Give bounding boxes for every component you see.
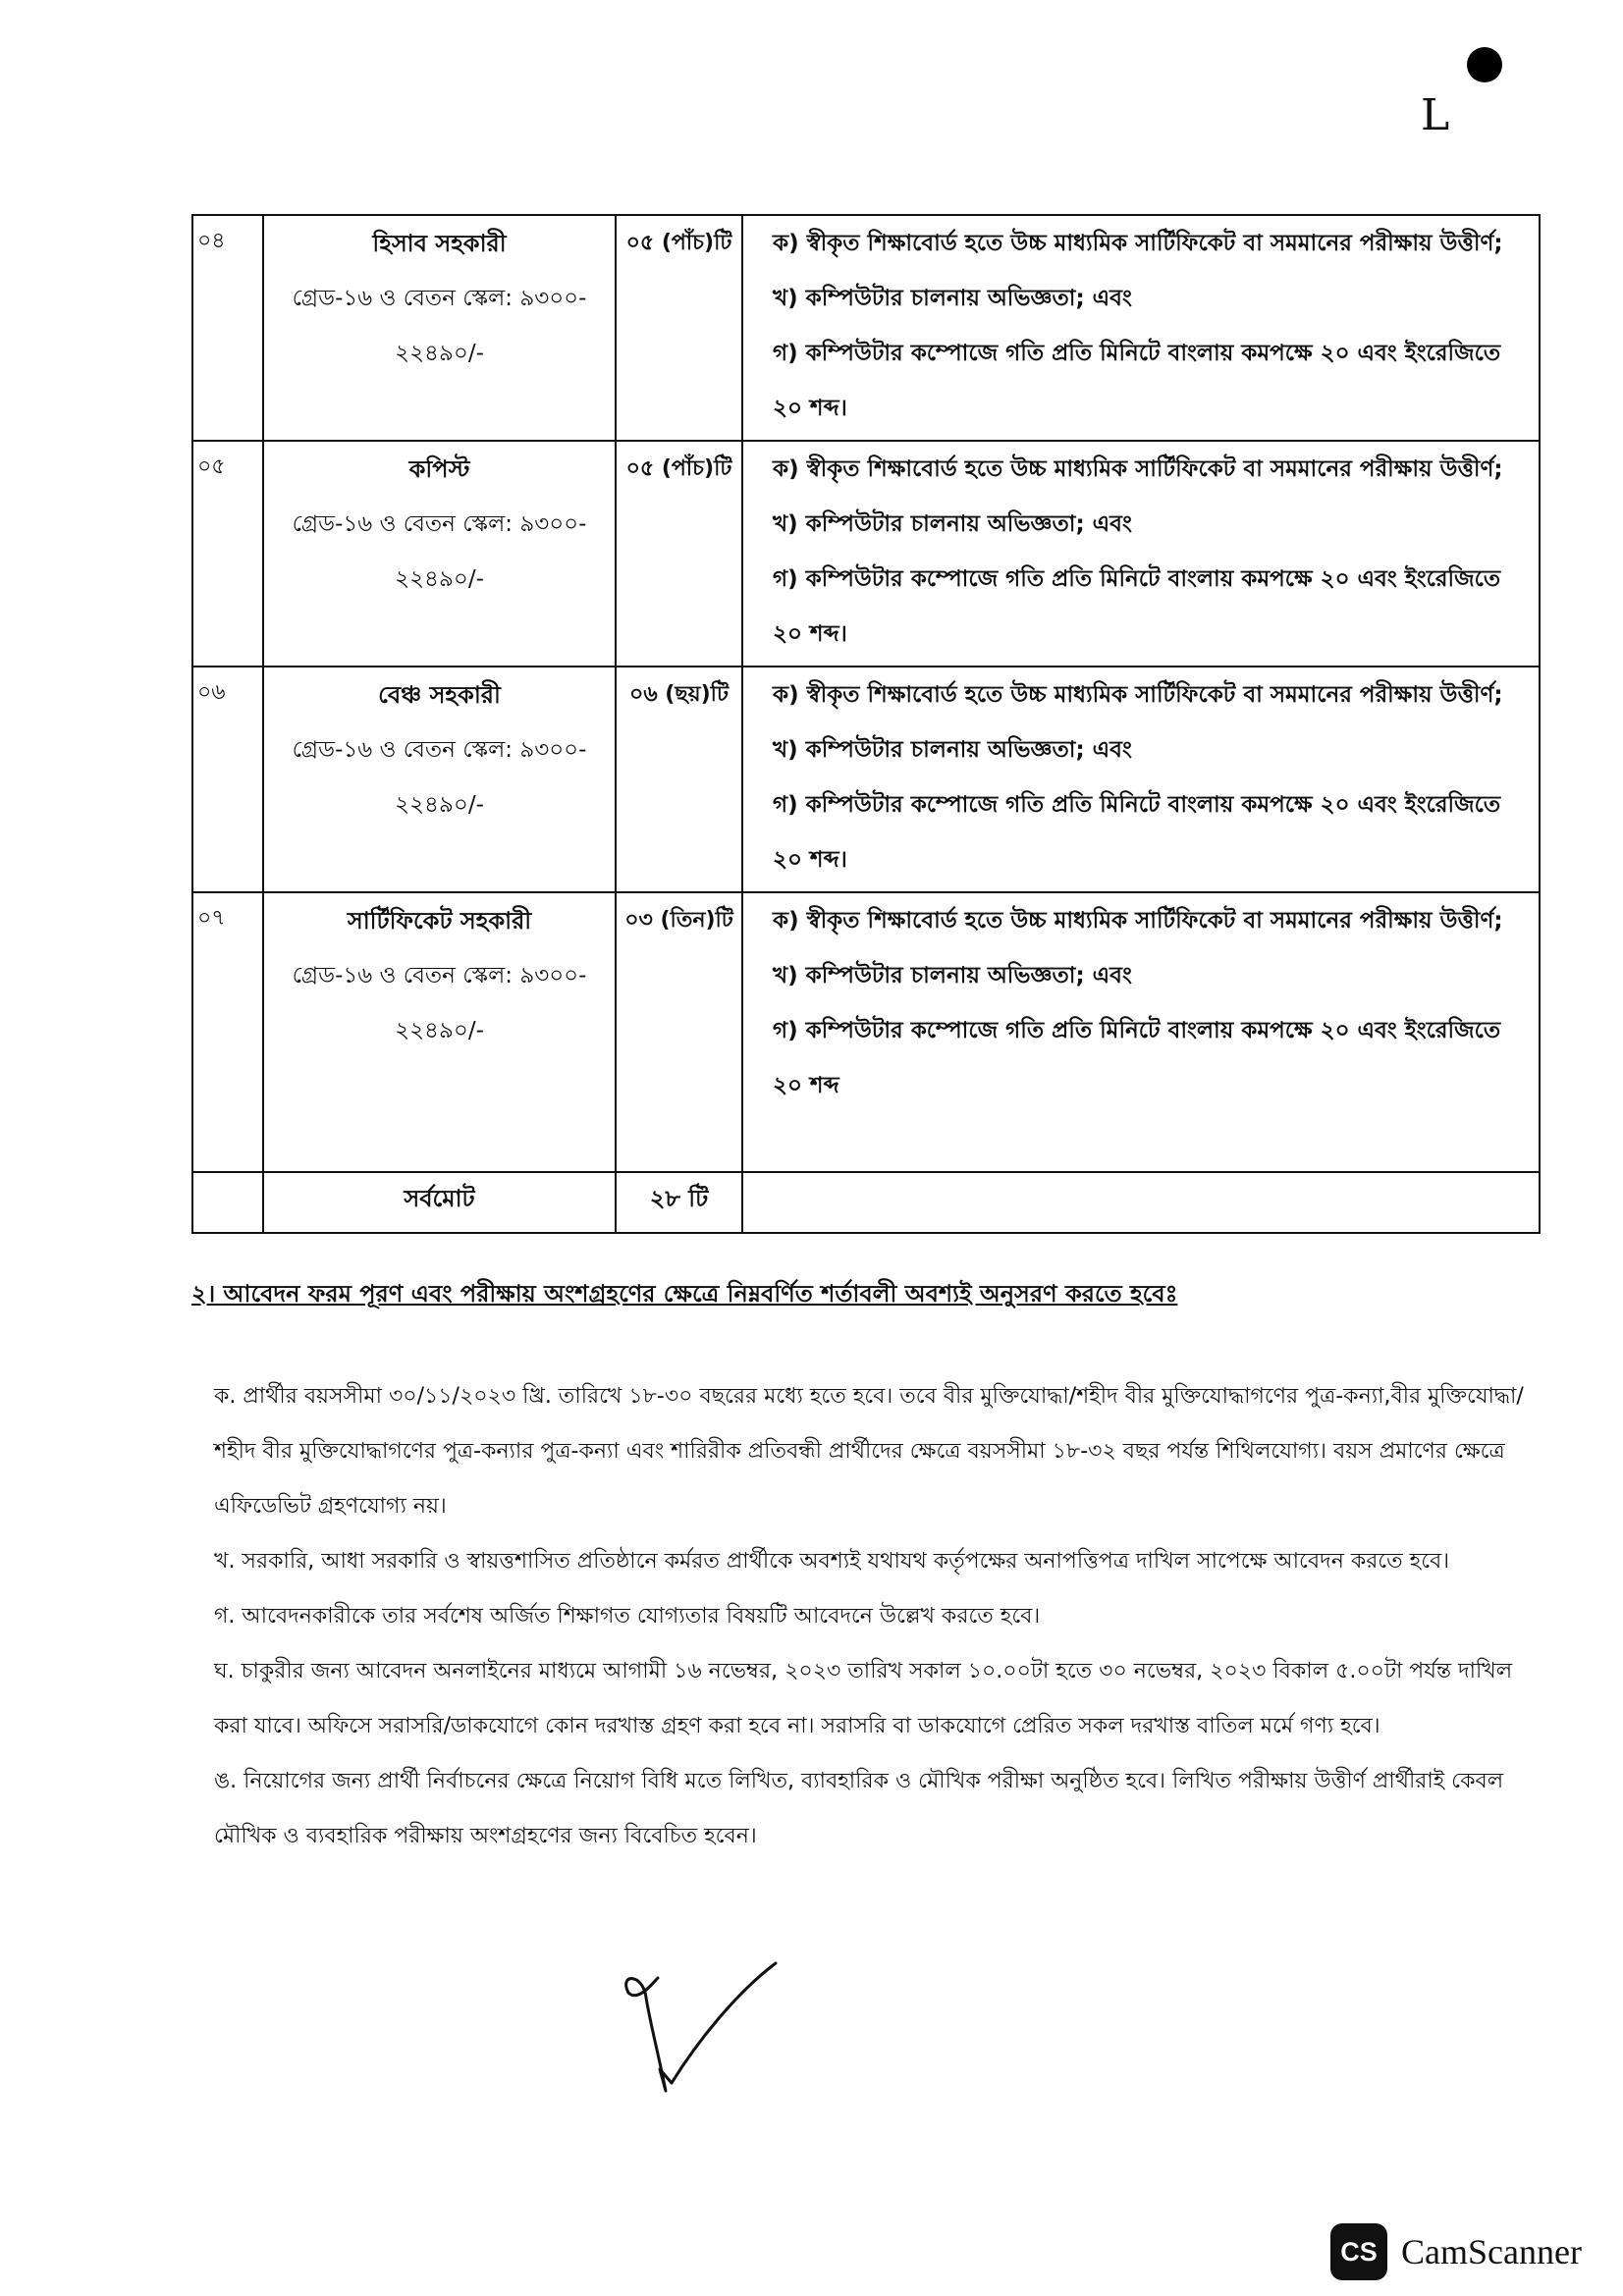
post-count: ০৩ (তিন)টি — [624, 908, 733, 933]
serial-number: ০৭ — [197, 906, 226, 931]
signature — [599, 1953, 795, 2130]
conditions-list — [214, 1369, 1535, 1864]
serial-number: ০৬ — [197, 680, 226, 705]
camscanner-logo-icon: CS — [1330, 2223, 1387, 2280]
total-value: ২৮ টি — [649, 1185, 709, 1212]
table-row — [192, 892, 1540, 1172]
table-row — [192, 441, 1540, 667]
requirements: ক) স্বীকৃত শিক্ষাবোর্ড হতে উচ্চ মাধ্যমিক সার্টিফিকেট বা সমমানের পরীক্ষায় উত্তীর্ণ; খ) কম্পিউটার চালনায় অভিজ্ঞতা; এবং গ) কম্পিউটার কম্পোজে গতি প্রতি মিনিটে বাংলায় কমপক্ষে ২০ এবং ইংরেজিতে ২০ শব্দ। — [773, 456, 1503, 647]
requirements: ক) স্বীকৃত শিক্ষাবোর্ড হতে উচ্চ মাধ্যমিক সার্টিফিকেট বা সমমানের পরীক্ষায় উত্তীর্ণ; খ) কম্পিউটার চালনায় অভিজ্ঞতা; এবং গ) কম্পিউটার কম্পোজে গতি প্রতি মিনিটে বাংলায় কমপক্ষে ২০ এবং ইংরেজিতে ২০ শব্দ — [773, 908, 1503, 1098]
post-grade: গ্রেড-১৬ ও বেতন স্কেল: ৯৩০০- ২২৪৯০/- — [292, 286, 587, 366]
table-row — [192, 215, 1540, 441]
total-row — [192, 1172, 1540, 1233]
ink-dot — [1467, 47, 1502, 82]
posts-table — [191, 214, 1541, 1234]
page-mark: L — [1421, 90, 1450, 140]
condition-ga: গ. আবেদনকারীকে তার সর্বশেষ অর্জিত শিক্ষাগত যোগ্যতার বিষয়টি আবেদনে উল্লেখ করতে হবে। — [214, 1604, 1041, 1629]
table-row — [192, 667, 1540, 892]
post-grade: গ্রেড-১৬ ও বেতন স্কেল: ৯৩০০- ২২৪৯০/- — [292, 737, 587, 818]
condition-ka: ক. প্রার্থীর বয়সসীমা ৩০/১১/২০২৩ খ্রি. তারিখে ১৮-৩০ বছরের মধ্যে হতে হবে। তবে বীর মুক্তিযোদ্ধা/শহীদ বীর মুক্তিযোদ্ধাগণের পুত্র-কন্যা,বীর মুক্তিযোদ্ধা/শহীদ বীর মুক্তিযোদ্ধাগণের পুত্র-কন্যার পুত্র-কন্যা এবং শারিরীক প্রতিবন্ধী প্রার্থীদের ক্ষেত্রে বয়সসীমা ১৮-৩২ বছর পর্যন্ত শিথিলযোগ্য। বয়স প্রমাণের ক্ষেত্রে এফিডেভিট গ্রহণযোগ্য নয়। — [214, 1384, 1524, 1519]
requirements: ক) স্বীকৃত শিক্ষাবোর্ড হতে উচ্চ মাধ্যমিক সার্টিফিকেট বা সমমানের পরীক্ষায় উত্তীর্ণ; খ) কম্পিউটার চালনায় অভিজ্ঞতা; এবং গ) কম্পিউটার কম্পোজে গতি প্রতি মিনিটে বাংলায় কমপক্ষে ২০ এবং ইংরেজিতে ২০ শব্দ। — [773, 682, 1503, 873]
post-count: ০৫ (পাঁচ)টি — [625, 231, 732, 255]
section-heading: ২। আবেদন ফরম পূরণ এবং পরীক্ষায় অংশগ্রহণের ক্ষেত্রে নিম্নবর্ণিত শর্তাবলী অবশ্যই অনুসরণ করতে হবেঃ — [191, 1280, 1178, 1308]
condition-umo: ঙ. নিয়োগের জন্য প্রার্থী নির্বাচনের ক্ষেত্রে নিয়োগ বিধি মতে লিখিত, ব্যাবহারিক ও মৌখিক পরীক্ষা অনুষ্ঠিত হবে। লিখিত পরীক্ষায় উত্তীর্ণ প্রার্থীরাই কেবল মৌখিক ও ব্যবহারিক পরীক্ষায় অংশগ্রহণের জন্য বিবেচিত হবেন। — [214, 1769, 1504, 1848]
post-count: ০৬ (ছয়)টি — [629, 682, 729, 707]
post-count: ০৫ (পাঁচ)টি — [625, 456, 732, 481]
total-label: সর্বমোট — [404, 1185, 475, 1212]
serial-number: ০৪ — [197, 229, 226, 253]
post-grade: গ্রেড-১৬ ও বেতন স্কেল: ৯৩০০- ২২৪৯০/- — [292, 963, 587, 1043]
condition-gha: ঘ. চাকুরীর জন্য আবেদন অনলাইনের মাধ্যমে আগামী ১৬ নভেম্বর, ২০২৩ তারিখ সকাল ১০.০০টা হতে ৩০ নভেম্বর, ২০২৩ বিকাল ৫.০০টা পর্যন্ত দাখিল করা যাবে। অফিসে সরাসরি/ডাকযোগে কোন দরখাস্ত গ্রহণ করা হবে না। সরাসরি বা ডাকযোগে প্রেরিত সকল দরখাস্ত বাতিল মর্মে গণ্য হবে। — [214, 1659, 1513, 1738]
post-title: বেঞ্চ সহকারী — [378, 681, 501, 709]
camscanner-watermark — [1330, 2223, 1582, 2280]
post-title: সার্টিফিকেট সহকারী — [347, 907, 532, 934]
post-title: হিসাব সহকারী — [372, 230, 507, 257]
post-grade: গ্রেড-১৬ ও বেতন স্কেল: ৯৩০০- ২২৪৯০/- — [292, 511, 587, 592]
serial-number: ০৫ — [197, 454, 226, 479]
requirements: ক) স্বীকৃত শিক্ষাবোর্ড হতে উচ্চ মাধ্যমিক সার্টিফিকেট বা সমমানের পরীক্ষায় উত্তীর্ণ; খ) কম্পিউটার চালনায় অভিজ্ঞতা; এবং গ) কম্পিউটার কম্পোজে গতি প্রতি মিনিটে বাংলায় কমপক্ষে ২০ এবং ইংরেজিতে ২০ শব্দ। — [773, 231, 1503, 421]
condition-kha: খ. সরকারি, আধা সরকারি ও স্বায়ত্তশাসিত প্রতিষ্ঠানে কর্মরত প্রার্থীকে অবশ্যই যথাযথ কর্তৃপক্ষের অনাপত্তিপত্র দাখিল সাপেক্ষে আবেদন করতে হবে। — [214, 1549, 1450, 1574]
post-title: কপিস্ট — [408, 455, 470, 483]
camscanner-name: CamScanner — [1401, 2232, 1582, 2271]
